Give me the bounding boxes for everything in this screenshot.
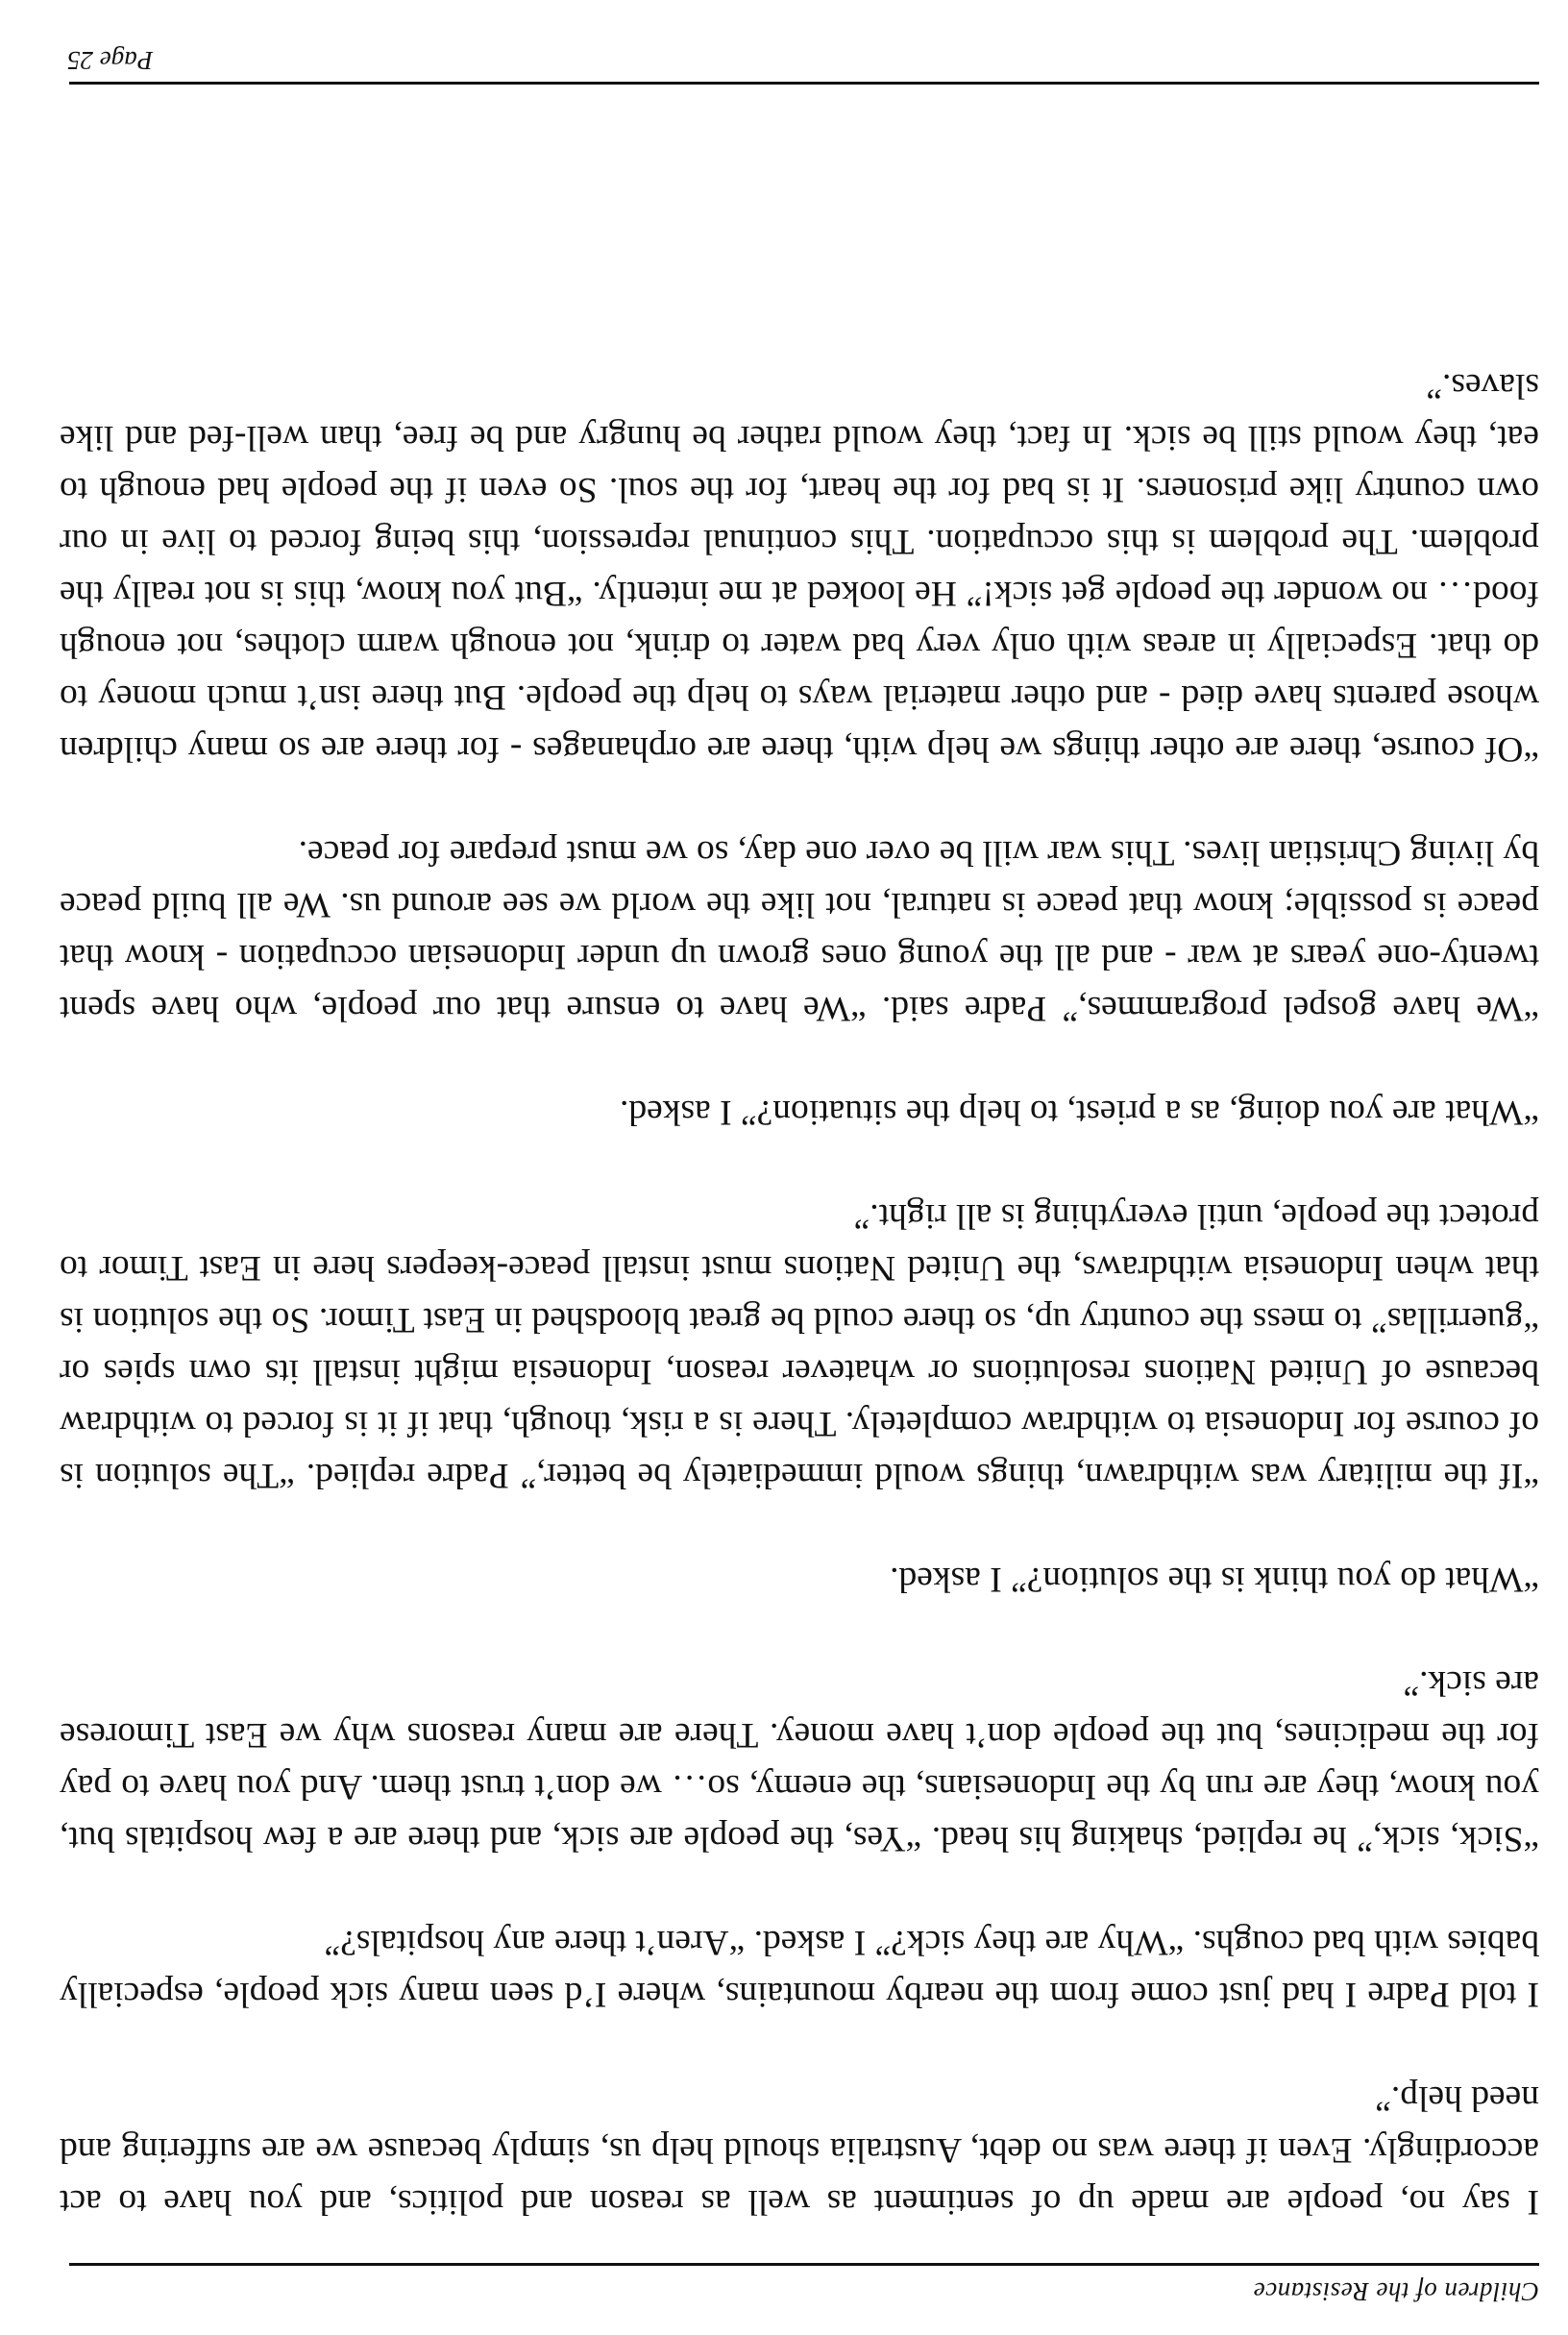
paragraph: “What are you doing, as a priest, to help the situation?” I asked.: [620, 1093, 1539, 1132]
header-rule: [69, 2263, 1539, 2266]
page-number: Page 25: [67, 46, 154, 75]
paragraph: I say no, people are made up of sentiment as well as reason and politics, and you have to act accordingly. Even if there was no debt, Australia should help us, simply because we are suffering and need help.”: [60, 2078, 1539, 2222]
running-header: Children of the Resistance: [1253, 2277, 1539, 2306]
footer-rule: [69, 82, 1539, 85]
paragraph: “What do you think is the solution?” I asked.: [890, 1560, 1539, 1599]
paragraph: “We have gospel programmes,” Padre said. “We have to ensure that our people, who have spent twenty-one years at war - and all the young ones grown up under Indonesian occupation - know that peace is possible; know that peace is natural, not like the world we see around us. We all build peace by living Christian lives. This war will be over one day, so we must prepare for peace.: [60, 833, 1539, 1028]
paragraph: “Of course, there are other things we help with, there are orphanages - for there are so many children whose parents have died - and other material ways to help the people. But there isn’t much money to do that. Especially in areas with only very bad water to drink, not enough warm clothes, not enough food… no wonder the people get sick!” He looked at me intently. “But you know, this is not really the problem. The problem is this occupation. This continual repression, this being forced to live in our own country like prisoners. It is bad for the heart, for the soul. So even if the people had enough to eat, they would still be sick. In fact, they would rather be hungry and be free, than well-fed and like slaves.”: [60, 366, 1539, 769]
body-text: [60, 307, 1539, 2227]
paragraph: I told Padre I had just come from the nearby mountains, where I’d seen many sick people, especially babies with bad coughs. “Why are they sick?” I asked. “Aren’t there any hospitals?”: [60, 1923, 1539, 2014]
paragraph: “If the military was withdrawn, things would immediately be better,” Padre replied. “The solution is of course for Indonesia to withdraw completely. There is a risk, though, that if it is forced to withdraw because of United Nations resolutions or whatever reason, Indonesia might install its own spies or “guerrillas” to mess the country up, so there could be great bloodshed in East Timor. So the solution is that when Indonesia withdraws, the United Nations must install peace-keepers here in East Timor to protect the people, until everything is all right.”: [60, 1196, 1539, 1495]
paragraph: “Sick, sick,” he replied, shaking his head. “Yes, the people are sick, and there are a few hospitals but, you know, they are run by the Indonesians, the enemy, so… we don’t trust them. And you have to pay for the medicines, but the people don’t have money. There are many reasons why we East Timorese are sick.”: [60, 1663, 1539, 1858]
